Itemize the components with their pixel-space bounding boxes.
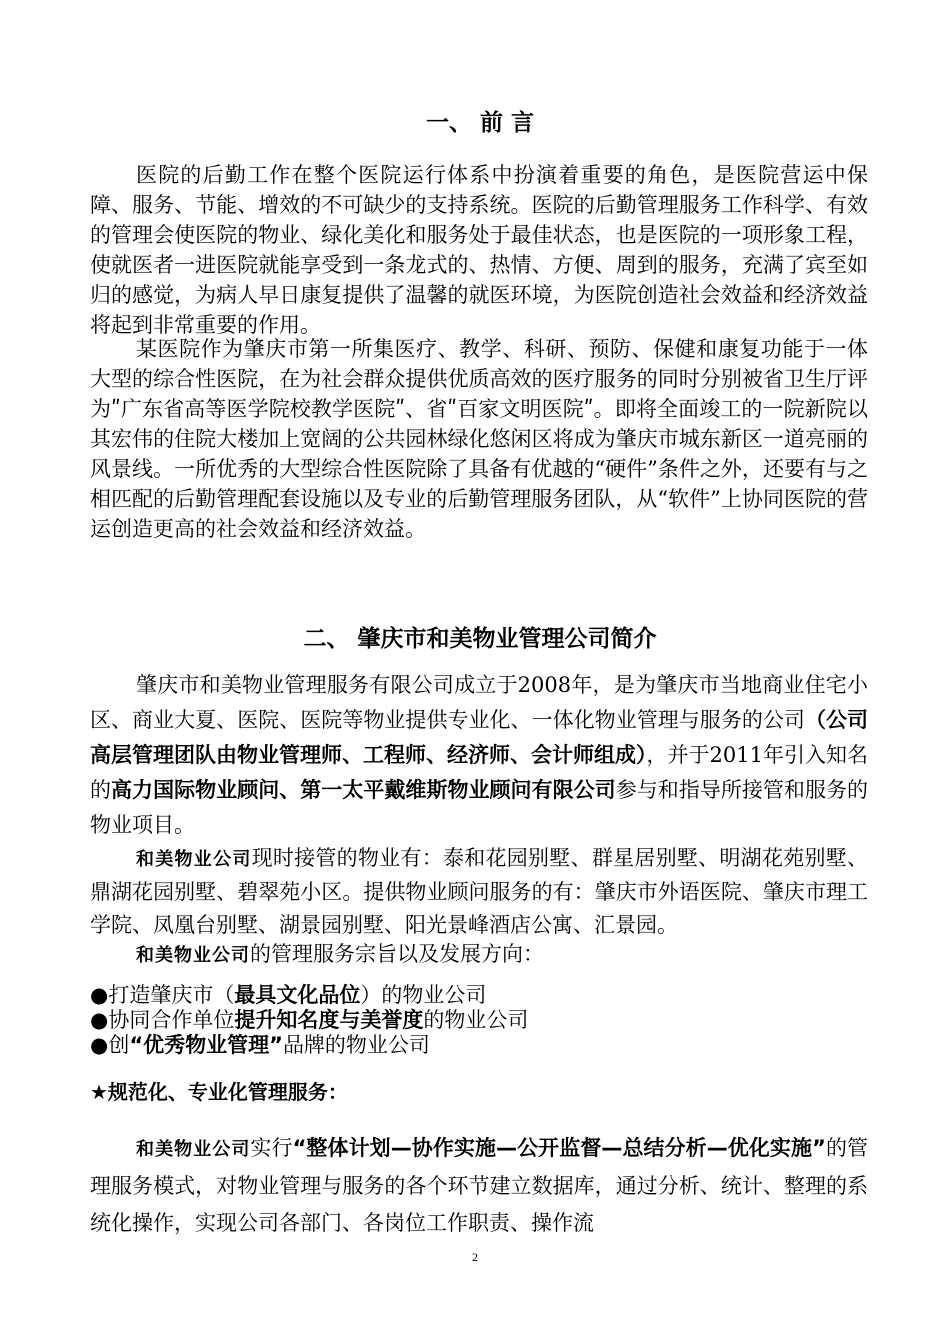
bullet-item <box>90 1032 868 1058</box>
bullet-item <box>90 1007 868 1033</box>
brand-name: 和美物业公司 <box>136 945 250 966</box>
implementation-model: “整体计划—协作实施—公开监督—总结分析—优化实施” <box>292 1136 826 1160</box>
brand-name: 和美物业公司 <box>136 849 252 870</box>
bullet-text: ●打造肇庆市（ <box>90 983 235 1007</box>
bullet-item <box>90 982 868 1008</box>
company-intro-paragraph <box>90 668 868 843</box>
intro-text-e: 参与和指导所接管和服务的物业项目。 <box>90 778 869 837</box>
bullet-emphasis: 最具文化品位 <box>234 983 361 1007</box>
bullet-emphasis: “优秀物业管理” <box>129 1033 283 1057</box>
bullet-text: ●创 <box>90 1033 130 1057</box>
intro-text-management-team: （公司高层管理团队由物业管理师、工程师、经济师、会计师组成） <box>90 708 869 767</box>
implementation-text-post: 的管理服务模式，对物业管理与服务的各个环节建立数据库，通过分析、统计、整理的系统化操作，实现公司各部门、各岗位工作职责、操作流 <box>90 1136 869 1235</box>
managed-properties-paragraph <box>90 842 868 942</box>
section-1-paragraph-2: 某医院作为肇庆市第一所集医疗、教学、科研、预防、保健和康复功能于一体大型的综合性医院，在为社会群众提供优质高效的医疗服务的同时分别被省卫生厅评为ʺ广东省高等医学院校教学医院ʺ、省ʺ百家文明医院ʺ。即将全面竣工的一院新院以其宏伟的住院大楼加上宽阔的公共园林绿化悠闲区将成为肇庆市城东新区一道亮丽的风景线。一所优秀的大型综合性医院除了具备有优越的“硬件”条件之外，还要有与之相匹配的后勤管理配套设施以及专业的后勤管理服务团队，从“软件”上协同医院的营运创造更高的社会效益和经济效益。 <box>90 337 868 541</box>
mission-text: 的管理服务宗旨以及发展方向： <box>250 942 544 966</box>
intro-text-consultants: 高力国际物业顾问、第一太平戴维斯物业顾问有限公司 <box>111 778 616 802</box>
section-1-heading: 一、 前 言 <box>425 110 534 136</box>
section-2-heading: 二、 肇庆市和美物业管理公司简介 <box>303 626 657 652</box>
managed-properties-text: 现时接管的物业有：泰和花园别墅、群星居别墅、明湖花苑别墅、鼎湖花园别墅、碧翠苑小区。提供物业顾问服务的有：肇庆市外语医院、肇庆市理工学院、凤凰台别墅、湖景园别墅、阳光景峰酒店公寓、汇景园。 <box>90 846 869 937</box>
mission-paragraph <box>90 939 868 971</box>
intro-text-a: 肇庆市和美物业管理服务有限公司成立于2008年，是为肇庆市当地商业住宅小区、商业大夏、医院、医院等物业提供专业化、一体化物业管理与服务的公司 <box>90 673 868 732</box>
implementation-paragraph <box>90 1130 868 1242</box>
bullet-text: 的物业公司 <box>423 1008 529 1032</box>
page-number: 2 <box>472 1250 478 1264</box>
bullet-text: ）的物业公司 <box>360 983 487 1007</box>
bullet-text: ●协同合作单位 <box>90 1008 235 1032</box>
section-1-paragraph-1: 医院的后勤工作在整个医院运行体系中扮演着重要的角色，是医院营运中保障、服务、节能、增效的不可缺少的支持系统。医院的后勤管理服务工作科学、有效的管理会使医院的物业、绿化美化和服务处于最佳状态，也是医院的一项形象工程，使就医者一进医院就能享受到一条龙式的、热情、方便、周到的服务，充满了宾至如归的感觉，为病人早日康复提供了温馨的就医环境，为医院创造社会效益和经济效益将起到非常重要的作用。 <box>90 163 868 337</box>
bullet-text: 品牌的物业公司 <box>282 1033 430 1057</box>
implementation-text-pre: 实行 <box>250 1136 293 1160</box>
brand-name: 和美物业公司 <box>136 1139 251 1160</box>
intro-text-c: ，并于2011年引入知名的 <box>90 743 869 802</box>
standardized-service-heading: ★规范化、专业化管理服务： <box>90 1080 348 1104</box>
bullet-emphasis: 提升知名度与美誉度 <box>234 1008 424 1032</box>
